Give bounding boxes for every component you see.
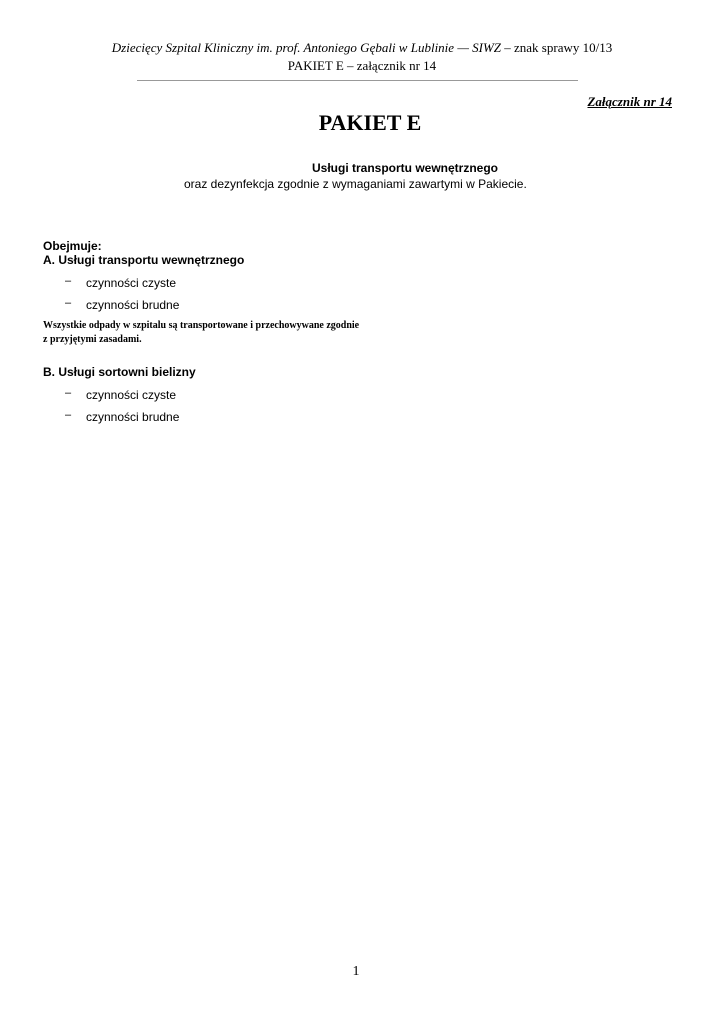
list-item: czynności czyste xyxy=(86,276,177,290)
list-item: czynności brudne xyxy=(86,410,180,424)
list-item: czynności czyste xyxy=(86,388,177,402)
note-line-1: Wszystkie odpady w szpitalu są transportowane i przechowywane zgodnie xyxy=(43,320,360,331)
includes-label: Obejmuje: xyxy=(43,239,102,253)
bullet-dash: – xyxy=(65,387,72,399)
subtitle-line-1: Usługi transportu wewnętrznego xyxy=(312,161,499,175)
list-item: czynności brudne xyxy=(86,298,180,312)
header-line-1 xyxy=(0,40,724,56)
attachment-label: Załącznik nr 14 xyxy=(587,94,672,109)
header-institution: Dziecięcy Szpital Kliniczny im. prof. Antoniego Gębali w Lublinie — SIWZ xyxy=(111,40,502,55)
header-divider xyxy=(137,80,578,81)
page-title: PAKIET E xyxy=(318,110,422,135)
note-line-2: z przyjętymi zasadami. xyxy=(43,334,142,345)
bullet-dash: – xyxy=(65,297,72,309)
header-line-2: PAKIET E – załącznik nr 14 xyxy=(287,58,437,73)
subtitle-line-2: oraz dezynfekcja zgodnie z wymaganiami zawartymi w Pakiecie. xyxy=(184,177,527,191)
section-b-heading: B. Usługi sortowni bielizny xyxy=(43,365,196,379)
section-a-heading: A. Usługi transportu wewnętrznego xyxy=(43,253,245,267)
page-number: 1 xyxy=(352,964,360,979)
bullet-dash: – xyxy=(65,275,72,287)
header-case-number: – znak sprawy 10/13 xyxy=(501,40,613,55)
bullet-dash: – xyxy=(65,409,72,421)
